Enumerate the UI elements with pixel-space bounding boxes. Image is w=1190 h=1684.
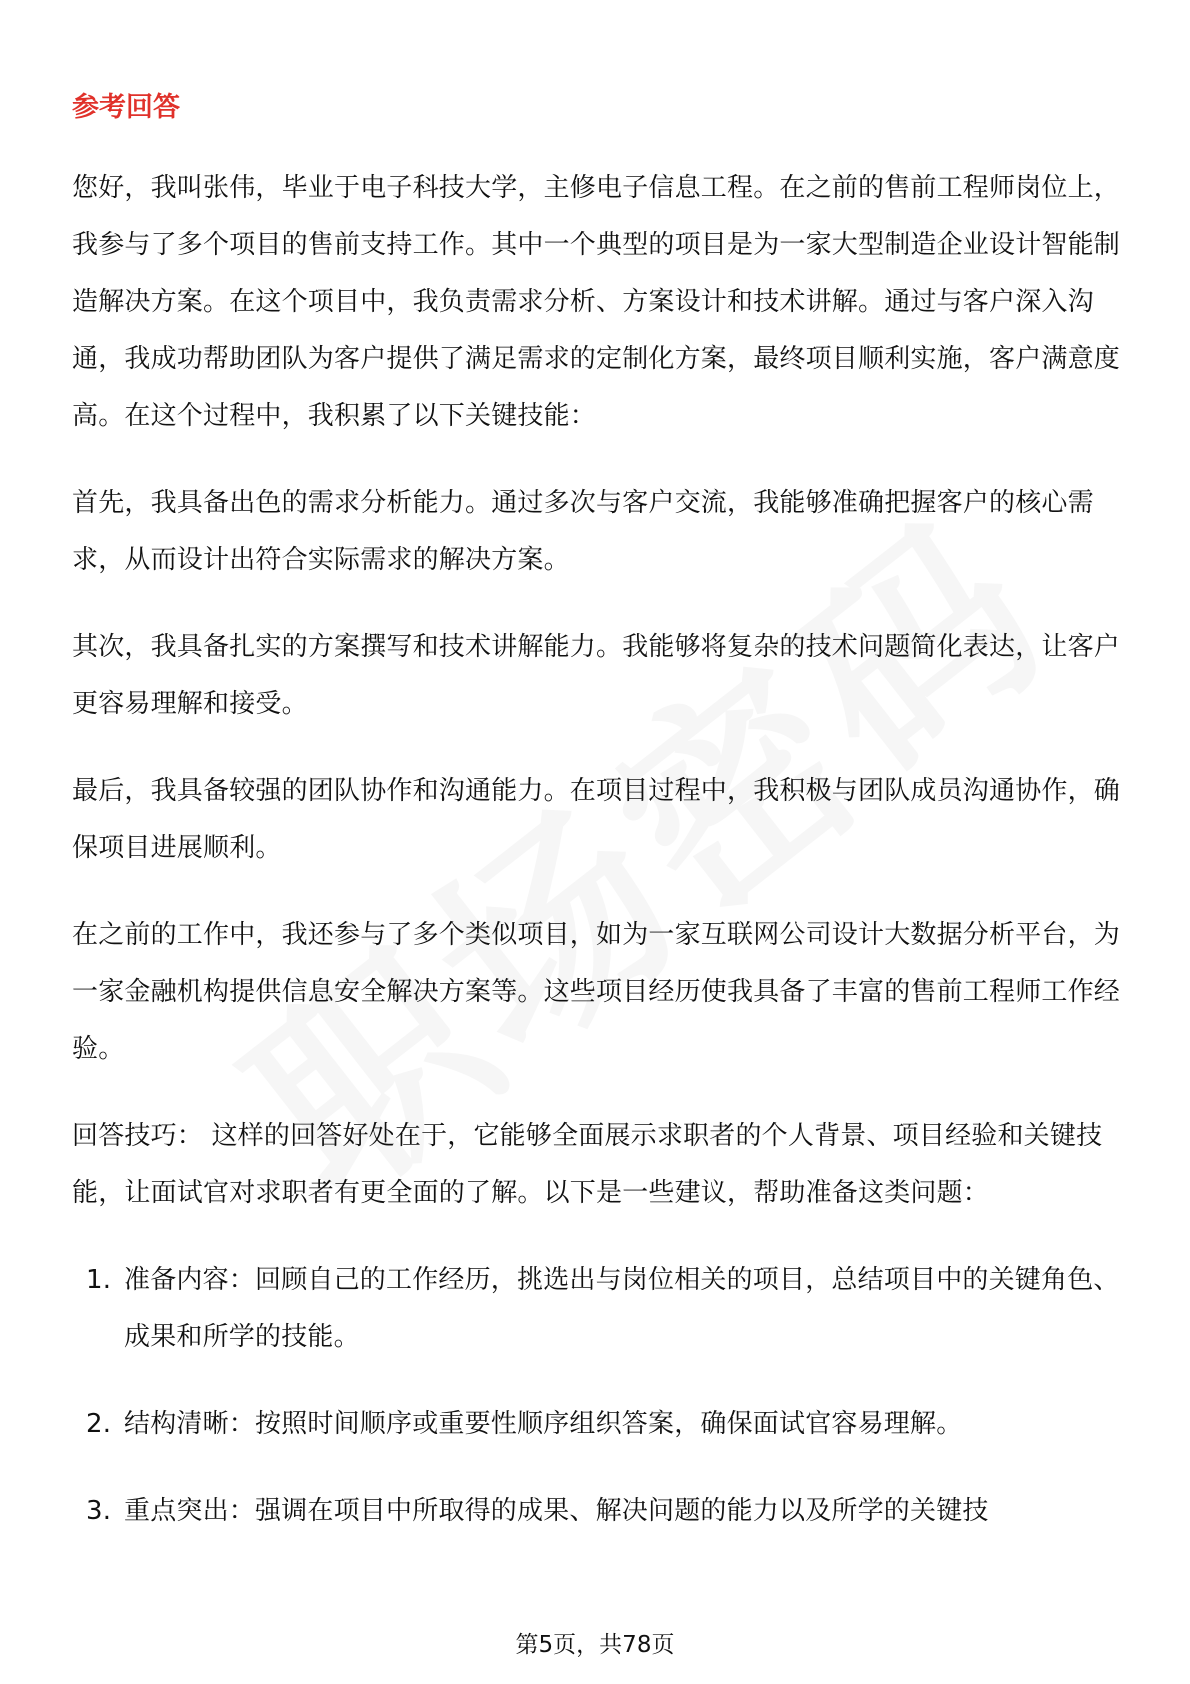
list-number: 2.: [86, 1409, 112, 1439]
list-text: 准备内容：回顾自己的工作经历，挑选出与岗位相关的项目，总结项目中的关键角色、成果和所学的技能。: [124, 1265, 1120, 1352]
page-number: 第5页，共78页: [515, 1632, 675, 1658]
paragraph-second: 其次，我具备扎实的方案撰写和技术讲解能力。我能够将复杂的技术问题简化表达，让客户更容易理解和接受。: [72, 632, 1121, 719]
list-number: 3.: [86, 1496, 112, 1526]
tips-list: [72, 1252, 1122, 1540]
list-text: 重点突出：强调在项目中所取得的成果、解决问题的能力以及所学的关键技: [124, 1496, 989, 1526]
list-text: 结构清晰：按照时间顺序或重要性顺序组织答案，确保面试官容易理解。: [124, 1409, 963, 1439]
list-item: [72, 1396, 1122, 1453]
list-item: [72, 1252, 1122, 1366]
list-item: [72, 1483, 1122, 1540]
paragraph-first: 首先，我具备出色的需求分析能力。通过多次与客户交流，我能够准确把握客户的核心需求，从而设计出符合实际需求的解决方案。: [72, 488, 1094, 575]
paragraph-last: 最后，我具备较强的团队协作和沟通能力。在项目过程中，我积极与团队成员沟通协作，确保项目进展顺利。: [72, 776, 1121, 863]
section-heading: 参考回答: [72, 92, 180, 123]
content-area: [72, 88, 1122, 1570]
paragraph-intro: 您好，我叫张伟，毕业于电子科技大学，主修电子信息工程。在之前的售前工程师岗位上，我参与了多个项目的售前支持工作。其中一个典型的项目是为一家大型制造企业设计智能制造解决方案。在这个项目中，我负责需求分析、方案设计和技术讲解。通过与客户深入沟通，我成功帮助团队为客户提供了满足需求的定制化方案，最终项目顺利实施，客户满意度高。在这个过程中，我积累了以下关键技能：: [72, 173, 1121, 431]
paragraph-tips: 回答技巧： 这样的回答好处在于，它能够全面展示求职者的个人背景、项目经验和关键技能，让面试官对求职者有更全面的了解。以下是一些建议，帮助准备这类问题：: [72, 1121, 1103, 1208]
paragraph-other-projects: 在之前的工作中，我还参与了多个类似项目，如为一家互联网公司设计大数据分析平台，为一家金融机构提供信息安全解决方案等。这些项目经历使我具备了丰富的售前工程师工作经验。: [72, 920, 1121, 1064]
list-number: 1.: [86, 1265, 112, 1295]
